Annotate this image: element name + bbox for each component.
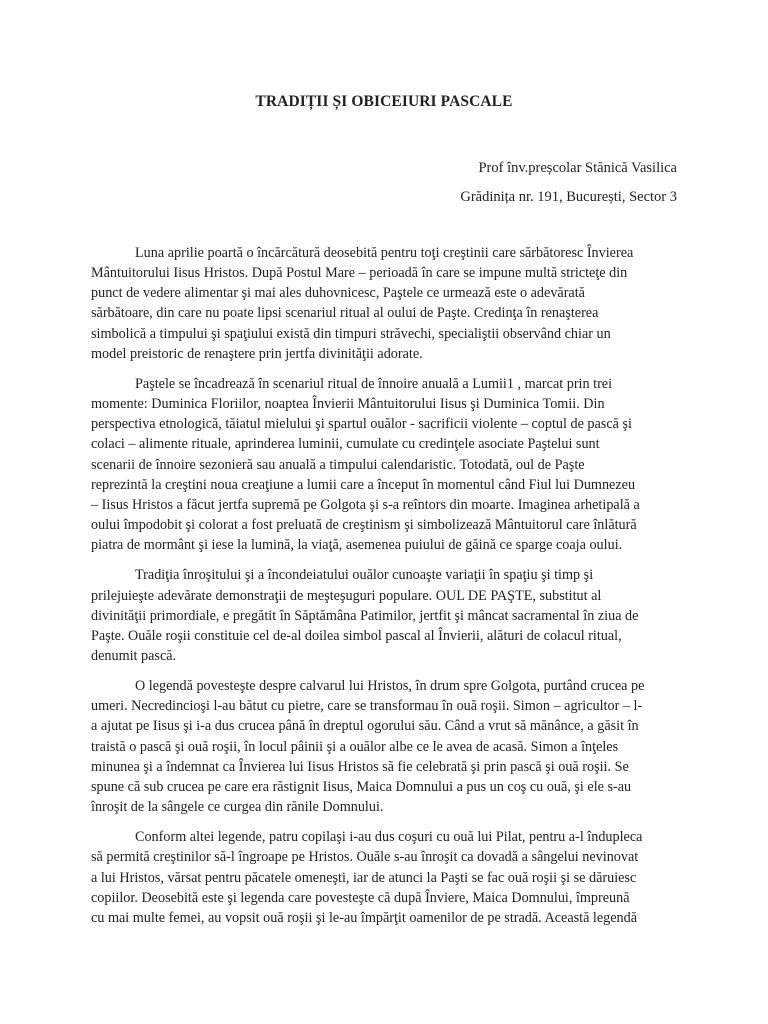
document-title: TRADIȚII ȘI OBICEIURI PASCALE (255, 93, 513, 110)
text-line: – Iisus Hristos a făcut jertfa supremă pe Golgota şi s-a reîntors din moarte. Imaginea arhetipală a (91, 496, 640, 513)
text-line: punct de vedere alimentar şi mai ales duhovnicesc, Paştele ce urmează este o adevărată (91, 285, 585, 302)
text-line: divinităţii primordiale, e pregătit în Săptămâna Patimilor, jertfit şi mâncat sacramental în ziua de (91, 607, 639, 624)
text-line: reprezintă la creştini noua creaţiune a lumii care a început în momentul când Fiul lui Dumnezeu (91, 476, 636, 493)
paragraph (91, 243, 680, 364)
text-line: traistă o pască şi ouă roşii, în locul pâinii şi a ouălor albe ce le avea de acasă. Simon a înţeles (91, 738, 619, 755)
text-line: denumit pască. (91, 647, 177, 664)
text-line: prilejuieşte adevărate demonstraţii de meşteşuguri populare. OUL DE PAŞTE, substitut al (91, 587, 602, 604)
text-line: spune că sub crucea pe care era răstignit Iisus, Maica Domnului a pus un coş cu ouă, şi ele s-au (91, 778, 632, 795)
text-line: piatra de mormânt şi iese la lumină, la viaţă, asemenea puiului de găină ce sparge coaja oului. (91, 537, 623, 554)
text-line: Mântuitorului Iisus Hristos. După Postul Mare – perioadă în care se impune multă stricteţe din (91, 265, 628, 282)
document-body (91, 243, 680, 938)
text-line: O legendă povesteşte despre calvarul lui Hristos, în drum spre Golgota, purtând crucea pe (135, 678, 645, 695)
text-line: Paşte. Ouăle roşii constituie cel de-al doilea simbol pascal al Învierii, alături de colacul ritual, (91, 627, 622, 644)
author-name: Prof înv.preșcolar Stănică Vasilica (478, 160, 677, 176)
text-line: simbolică a timpului şi spaţiului există din timpuri străvechi, specialiştii observând chiar un (91, 325, 611, 342)
paragraph (91, 374, 680, 555)
paragraph (91, 827, 680, 928)
text-line: Tradiţia înroşitului şi a încondeiatului ouălor cunoaşte variaţii în spaţiu şi timp şi (135, 567, 594, 584)
text-line: Paştele se încadrează în scenariul ritual de înnoire anuală a Lumii1 , marcat prin trei (135, 375, 613, 392)
text-line: colaci – alimente rituale, aprinderea luminii, cumulate cu credinţele asociate Paştelui sunt (91, 436, 600, 453)
text-line: oului împodobit şi colorat a fost preluată de creştinism şi simbolizează Mântuitorul care înlătură (91, 517, 637, 534)
text-line: umeri. Necredincioşi l-au bătut cu pietre, care se transformau în ouă roşii. Simon – agricultor – l- (91, 698, 643, 715)
text-line: perspectiva etnologică, tăiatul mielului şi spartul ouălor - sacrificii violente – coptul de pască şi (91, 416, 632, 433)
text-line: scenarii de înnoire sezonieră sau anuală a timpului calendaristic. Totodată, oul de Paşte (91, 456, 585, 473)
paragraph (91, 676, 680, 817)
text-line: model preistoric de renaştere prin jertfa divinităţii adorate. (91, 345, 423, 362)
text-line: minunea şi a îndemnat ca Învierea lui Iisus Hristos să fie celebrată şi prin pască şi ouă roşii. Se (91, 758, 629, 775)
text-line: să permită creştinilor să-l îngroape pe Hristos. Ouăle s-au înroşit ca dovadă a sângelui nevinovat (91, 849, 639, 866)
text-line: a lui Hristos, vărsat pentru păcatele omeneşti, iar de atunci la Paşti se fac ouă roşii şi se dăruiesc (91, 869, 637, 886)
author-school: Grădinița nr. 191, București, Sector 3 (460, 189, 677, 205)
text-line: înroşit de la sângele ce curgea din rănile Domnului. (91, 799, 384, 816)
text-line: a ajutat pe Iisus şi i-a dus crucea până în dreptul ogorului său. Când a vrut să mănânce, a găsit în (91, 718, 639, 735)
text-line: Conform altei legende, patru copilaşi i-au dus coşuri cu ouă lui Pilat, pentru a-l îndupleca (135, 829, 643, 846)
text-line: momente: Duminica Floriilor, noaptea Învierii Mântuitorului Iisus şi Duminica Tomii. Din (91, 396, 605, 413)
paragraph (91, 565, 680, 666)
text-line: Luna aprilie poartă o încărcătură deosebită pentru toţi creştinii care sărbătoresc Învierea (135, 245, 634, 261)
text-line: sărbătoare, din care nu poate lipsi scenariul ritual al oului de Paşte. Credinţa în renaşterea (91, 305, 599, 322)
text-line: cu mai multe femei, au vopsit ouă roşii şi le-au împărţit oamenilor de pe stradă. Această legendă (91, 909, 638, 926)
text-line: copiilor. Deosebită este şi legenda care povesteşte că după Înviere, Maica Domnului, împreună (91, 889, 630, 906)
